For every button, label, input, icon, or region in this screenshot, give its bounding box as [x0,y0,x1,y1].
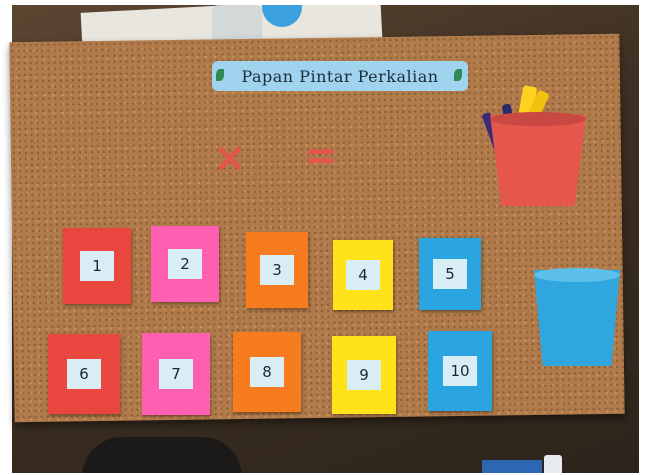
board-title: Papan Pintar Perkalian [241,66,439,86]
glue-tube [544,455,562,473]
number-label: 10 [443,356,477,386]
number-card[interactable] [246,232,308,308]
leaf-icon [216,69,224,81]
number-card[interactable] [142,333,210,415]
person-shadow [82,437,242,473]
equals-symbol: = [304,133,338,179]
leaf-icon [454,69,462,81]
number-label: 2 [168,249,202,279]
number-label: 9 [347,360,381,390]
number-label: 1 [80,251,114,281]
number-label: 5 [433,259,467,289]
blue-cup [534,270,620,366]
number-card[interactable] [233,332,301,412]
blue-cup-rim [534,268,620,282]
number-card[interactable] [332,336,396,414]
number-card[interactable] [48,334,120,414]
number-label: 7 [159,359,193,389]
number-card[interactable] [419,238,481,310]
blue-box [482,460,542,473]
number-label: 3 [260,255,294,285]
number-card[interactable] [333,240,393,310]
number-card[interactable] [63,228,131,304]
number-card[interactable] [428,331,492,411]
number-label: 4 [346,260,380,290]
red-cup-rim [490,112,586,126]
number-label: 8 [250,357,284,387]
number-card[interactable] [151,226,219,302]
multiply-symbol: × [213,135,247,181]
board-title-banner [212,61,468,91]
number-label: 6 [67,359,101,389]
